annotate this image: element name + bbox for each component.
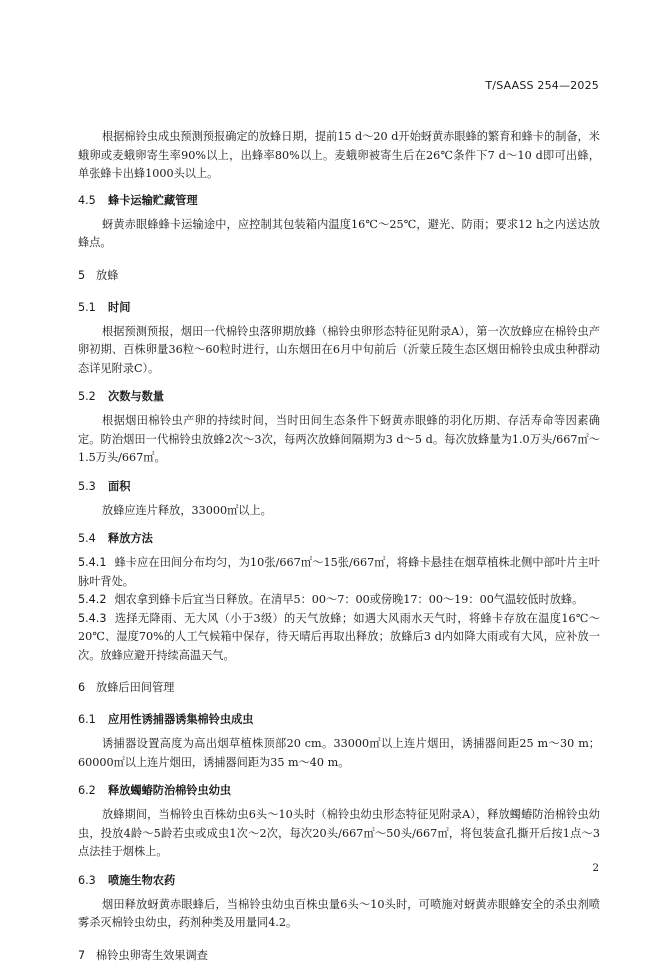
section-title: 释放方法 bbox=[108, 532, 153, 545]
section-5-2-text: 根据烟田棉铃虫产卵的持续时间，当时田间生态条件下蚜黄赤眼蜂的羽化历期、存活寿命等因素确定。防治烟田一代棉铃虫放蜂2次～3次，每两次放蜂间隔期为3 d～5 d。每次放蜂量为1.0万头/667㎡～1.5万头/667㎡。 bbox=[78, 414, 600, 464]
section-title: 次数与数量 bbox=[108, 390, 164, 403]
standard-code: T/SAASS 254—2025 bbox=[485, 79, 599, 92]
item-number: 5.4.2 bbox=[78, 593, 107, 606]
section-7-heading bbox=[78, 947, 600, 965]
section-6-1-text: 诱捕器设置高度为高出烟草植株顶部20 cm。33000㎡以上连片烟田，诱捕器间距25 m～30 m；60000㎡以上连片烟田，诱捕器间距为35 m～40 m。 bbox=[78, 737, 600, 769]
section-number: 7 bbox=[78, 948, 86, 962]
section-6-3-text: 烟田释放蚜黄赤眼蜂后，当棉铃虫幼虫百株虫量6头～10头时，可喷施对蚜黄赤眼蜂安全的杀虫剂喷雾杀灭棉铃虫幼虫，药剂种类及用量同4.2。 bbox=[78, 897, 600, 929]
section-title: 棉铃虫卵寄生效果调查 bbox=[96, 948, 208, 962]
section-5-3-text: 放蜂应连片释放，33000㎡以上。 bbox=[102, 503, 272, 517]
page-number: 2 bbox=[592, 862, 599, 874]
section-6-2-heading bbox=[78, 782, 600, 800]
section-4-5-heading bbox=[78, 192, 600, 210]
item-number: 5.4.3 bbox=[78, 611, 107, 625]
section-6-2-text: 放蜂期间，当棉铃虫百株幼虫6头～10头时（棉铃虫幼虫形态特征见附录A），释放蠋蝽防治棉铃虫幼虫，投放4龄～5龄若虫或成虫1次～2次，每次20头/667㎡～50头/667㎡，将包装盒孔撕开后按1点～3点法挂于烟株上。 bbox=[78, 808, 600, 858]
section-5-2-heading bbox=[78, 388, 600, 406]
intro-paragraph: 根据棉铃虫成虫预测预报确定的放蜂日期，提前15 d～20 d开始蚜黄赤眼蜂的繁育和蜂卡的制备，米蛾卵或麦蛾卵寄生率90%以上，出蜂率80%以上。麦蛾卵被寄生后在26℃条件下7 d～10 d即可出蜂，单张蜂卡出蜂1000头以上。 bbox=[78, 130, 600, 180]
section-title: 蜂卡运输贮藏管理 bbox=[108, 193, 198, 207]
section-number: 6.2 bbox=[78, 784, 96, 797]
section-number: 4.5 bbox=[78, 193, 96, 207]
item-5-4-1 bbox=[78, 554, 600, 591]
item-number: 5.4.1 bbox=[78, 556, 107, 569]
section-number: 6 bbox=[78, 681, 86, 694]
item-text: 蜂卡应在田间分布均匀，为10张/667㎡～15张/667㎡，将蜂卡悬挂在烟草植株北侧中部叶片主叶脉叶背处。 bbox=[78, 556, 600, 588]
document-body bbox=[78, 128, 600, 965]
section-title: 释放蠋蝽防治棉铃虫幼虫 bbox=[108, 784, 232, 797]
section-number: 5.2 bbox=[78, 390, 96, 403]
section-5-4-heading bbox=[78, 530, 600, 548]
section-5-heading bbox=[78, 267, 600, 285]
section-title: 时间 bbox=[108, 300, 131, 314]
section-number: 5.1 bbox=[78, 300, 96, 314]
section-title: 喷施生物农药 bbox=[108, 873, 176, 887]
section-number: 6.3 bbox=[78, 873, 96, 887]
section-number: 6.1 bbox=[78, 713, 96, 726]
item-text: 烟农拿到蜂卡后宜当日释放。在清早5：00～7：00或傍晚17：00～19：00气温较低时放蜂。 bbox=[114, 593, 584, 606]
section-6-1-heading bbox=[78, 711, 600, 729]
section-number: 5.3 bbox=[78, 479, 96, 493]
section-title: 面积 bbox=[108, 479, 131, 493]
item-5-4-2 bbox=[78, 591, 600, 610]
section-6-heading bbox=[78, 679, 600, 697]
section-4-5-text: 蚜黄赤眼蜂蜂卡运输途中，应控制其包装箱内温度16℃～25℃，避光、防雨；要求12 h之内送达放蜂点。 bbox=[78, 217, 600, 249]
section-6-3-heading bbox=[78, 872, 600, 890]
section-number: 5.4 bbox=[78, 532, 96, 545]
section-title: 应用性诱捕器诱集棉铃虫成虫 bbox=[108, 713, 254, 726]
item-text: 选择无降雨、无大风（小于3级）的天气放蜂；如遇大风雨水天气时，将蜂卡存放在温度16℃～20℃、湿度70%的人工气候箱中保存，待天晴后再取出释放；放蜂后3 d内如降大雨或有大风，应补放一次。放蜂应避开持续高温天气。 bbox=[78, 611, 600, 662]
section-title: 放蜂后田间管理 bbox=[96, 681, 175, 694]
item-5-4-3 bbox=[78, 610, 600, 666]
section-title: 放蜂 bbox=[96, 268, 119, 282]
section-5-1-heading bbox=[78, 299, 600, 317]
section-number: 5 bbox=[78, 268, 86, 282]
section-5-1-text: 根据预测预报，烟田一代棉铃虫落卵期放蜂（棉铃虫卵形态特征见附录A），第一次放蜂应在棉铃虫产卵初期、百株卵量36粒～60粒时进行，山东烟田在6月中旬前后（沂蒙丘陵生态区烟田棉铃虫成虫种群动态详见附录C）。 bbox=[78, 324, 600, 375]
section-5-3-heading bbox=[78, 478, 600, 496]
